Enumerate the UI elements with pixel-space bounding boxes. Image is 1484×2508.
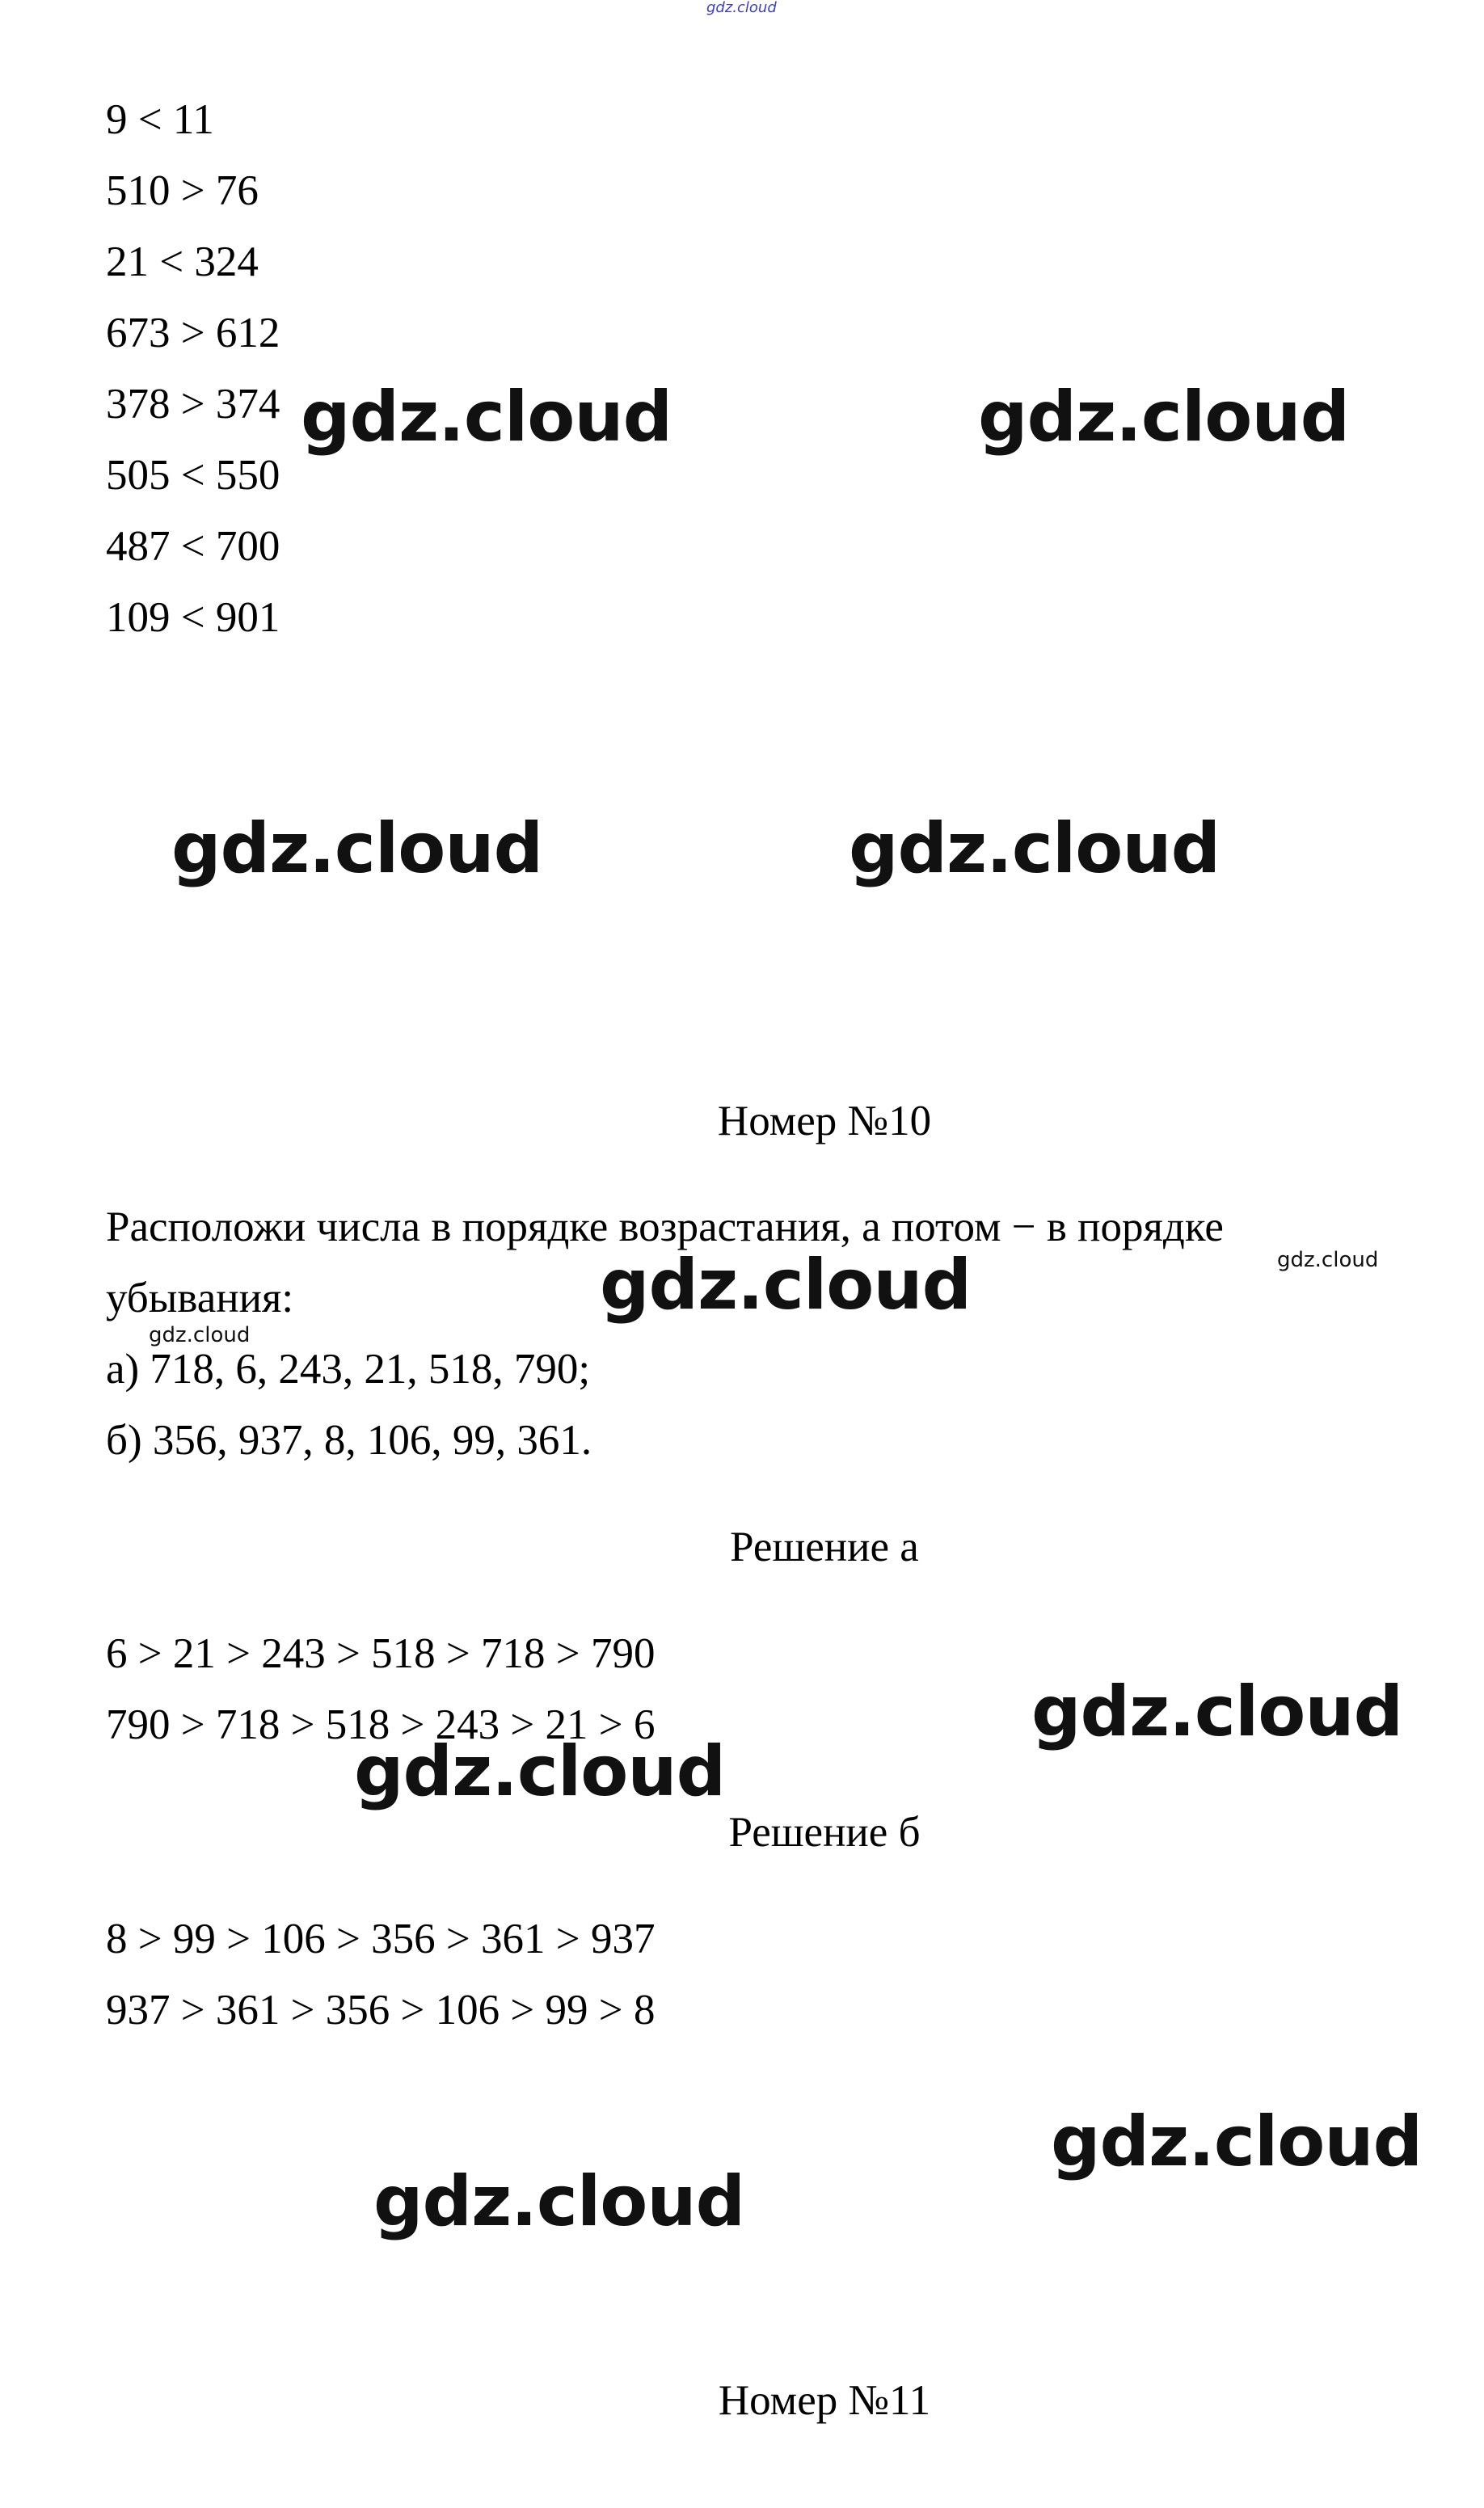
comparison-line: 673 > 612 <box>106 310 280 356</box>
comparison-line: 378 > 374 <box>106 381 280 428</box>
watermark-top: gdz.cloud <box>706 0 777 16</box>
solution-a-heading: Решение а <box>730 1524 919 1570</box>
watermark: gdz.cloud <box>1051 2101 1423 2182</box>
task-10-heading: Номер №10 <box>717 1098 932 1144</box>
solution-a-line: 790 > 718 > 518 > 243 > 21 > 6 <box>106 1701 656 1748</box>
task-10-part-a: а) 718, 6, 243, 21, 518, 790; <box>106 1346 591 1393</box>
comparison-line: 109 < 901 <box>106 594 280 641</box>
task-10-prompt-line-1: Расположи числа в порядке возрастания, а потом − в порядке <box>106 1203 1224 1250</box>
watermark: gdz.cloud <box>849 808 1221 889</box>
solution-b-line: 937 > 361 > 356 > 106 > 99 > 8 <box>106 1987 656 2034</box>
watermark: gdz.cloud <box>978 377 1350 457</box>
watermark: gdz.cloud <box>600 1245 972 1326</box>
solution-a-line: 6 > 21 > 243 > 518 > 718 > 790 <box>106 1630 656 1677</box>
task-10-part-b: б) 356, 937, 8, 106, 99, 361. <box>106 1417 592 1464</box>
solution-b-line: 8 > 99 > 106 > 356 > 361 > 937 <box>106 1916 656 1962</box>
watermark: gdz.cloud <box>171 808 543 889</box>
watermark: gdz.cloud <box>354 1731 726 1812</box>
watermark: gdz.cloud <box>301 377 672 457</box>
watermark-small: gdz.cloud <box>149 1323 251 1347</box>
comparison-line: 21 < 324 <box>106 238 259 285</box>
comparison-line: 505 < 550 <box>106 452 280 499</box>
comparison-line: 510 > 76 <box>106 167 259 214</box>
task-11-heading: Номер №11 <box>718 2377 931 2424</box>
watermark: gdz.cloud <box>373 2161 745 2242</box>
comparison-line: 9 < 11 <box>106 96 214 143</box>
solution-b-heading: Решение б <box>728 1809 921 1856</box>
watermark: gdz.cloud <box>1031 1671 1403 1752</box>
comparison-line: 487 < 700 <box>106 523 280 570</box>
watermark-small: gdz.cloud <box>1277 1248 1379 1272</box>
task-10-prompt-line-2: убывания: <box>106 1275 294 1321</box>
